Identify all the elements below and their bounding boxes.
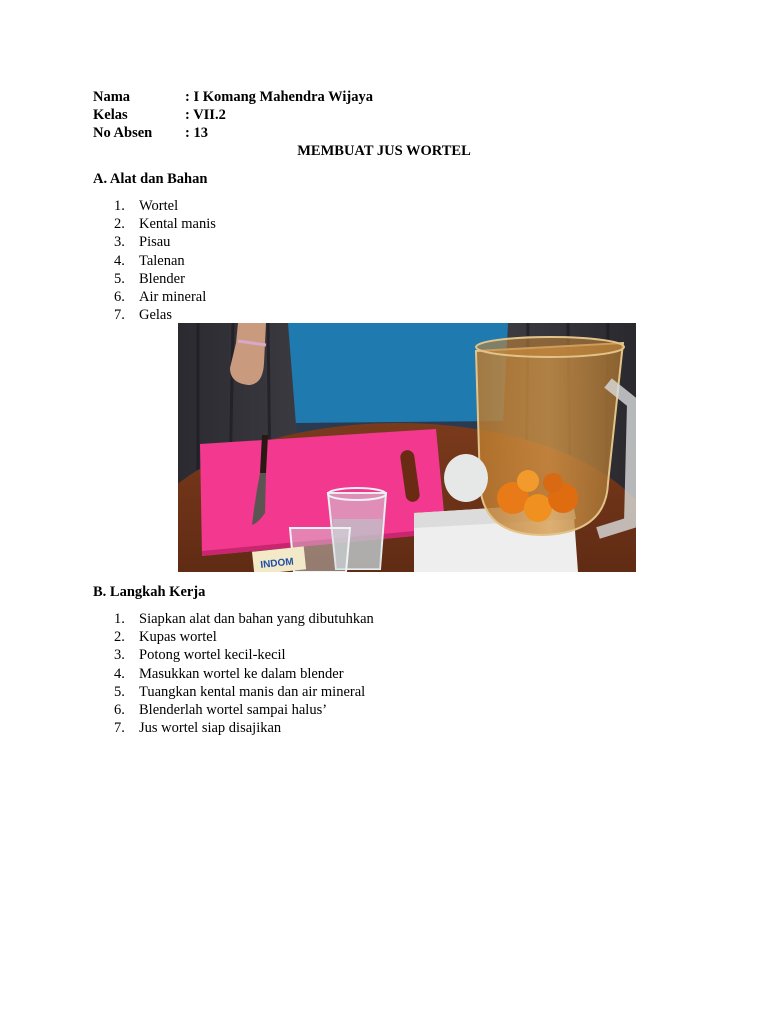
list-item: 5. Tuangkan kental manis dan air mineral <box>114 683 366 700</box>
name-label: Nama <box>93 89 131 105</box>
class-label: Kelas <box>93 107 128 123</box>
list-item: 4. Talenan <box>114 252 185 269</box>
absen-row <box>93 124 208 142</box>
document-title: MEMBUAT JUS WORTEL <box>297 143 471 159</box>
section-b-heading: B. Langkah Kerja <box>93 584 206 600</box>
carrot-juice-photo <box>178 323 636 572</box>
class-row <box>93 106 226 124</box>
list-item: 7. Gelas <box>114 307 173 324</box>
tools-list <box>114 197 216 324</box>
list-item: 7. Jus wortel siap disajikan <box>114 720 282 737</box>
list-item: 1. Wortel <box>114 198 179 214</box>
list-item: 5. Blender <box>114 270 185 287</box>
list-item: 6. Air mineral <box>114 289 207 306</box>
class-value: : VII.2 <box>185 107 226 123</box>
list-item: 2. Kupas wortel <box>114 629 217 646</box>
steps-list <box>114 610 374 737</box>
list-item: 4. Masukkan wortel ke dalam blender <box>114 665 344 682</box>
list-item: 3. Pisau <box>114 234 171 251</box>
name-row <box>93 88 373 106</box>
absen-value: : 13 <box>185 125 208 141</box>
section-a-heading: A. Alat dan Bahan <box>93 171 208 187</box>
package-label: INDOM <box>259 556 295 571</box>
list-item: 3. Potong wortel kecil-kecil <box>114 647 286 664</box>
absen-label: No Absen <box>93 125 153 141</box>
list-item: 6. Blenderlah wortel sampai halus’ <box>114 702 328 719</box>
list-item: 1. Siapkan alat dan bahan yang dibutuhkan <box>114 611 374 627</box>
list-item: 2. Kental manis <box>114 216 216 233</box>
name-value: : I Komang Mahendra Wijaya <box>185 89 373 105</box>
